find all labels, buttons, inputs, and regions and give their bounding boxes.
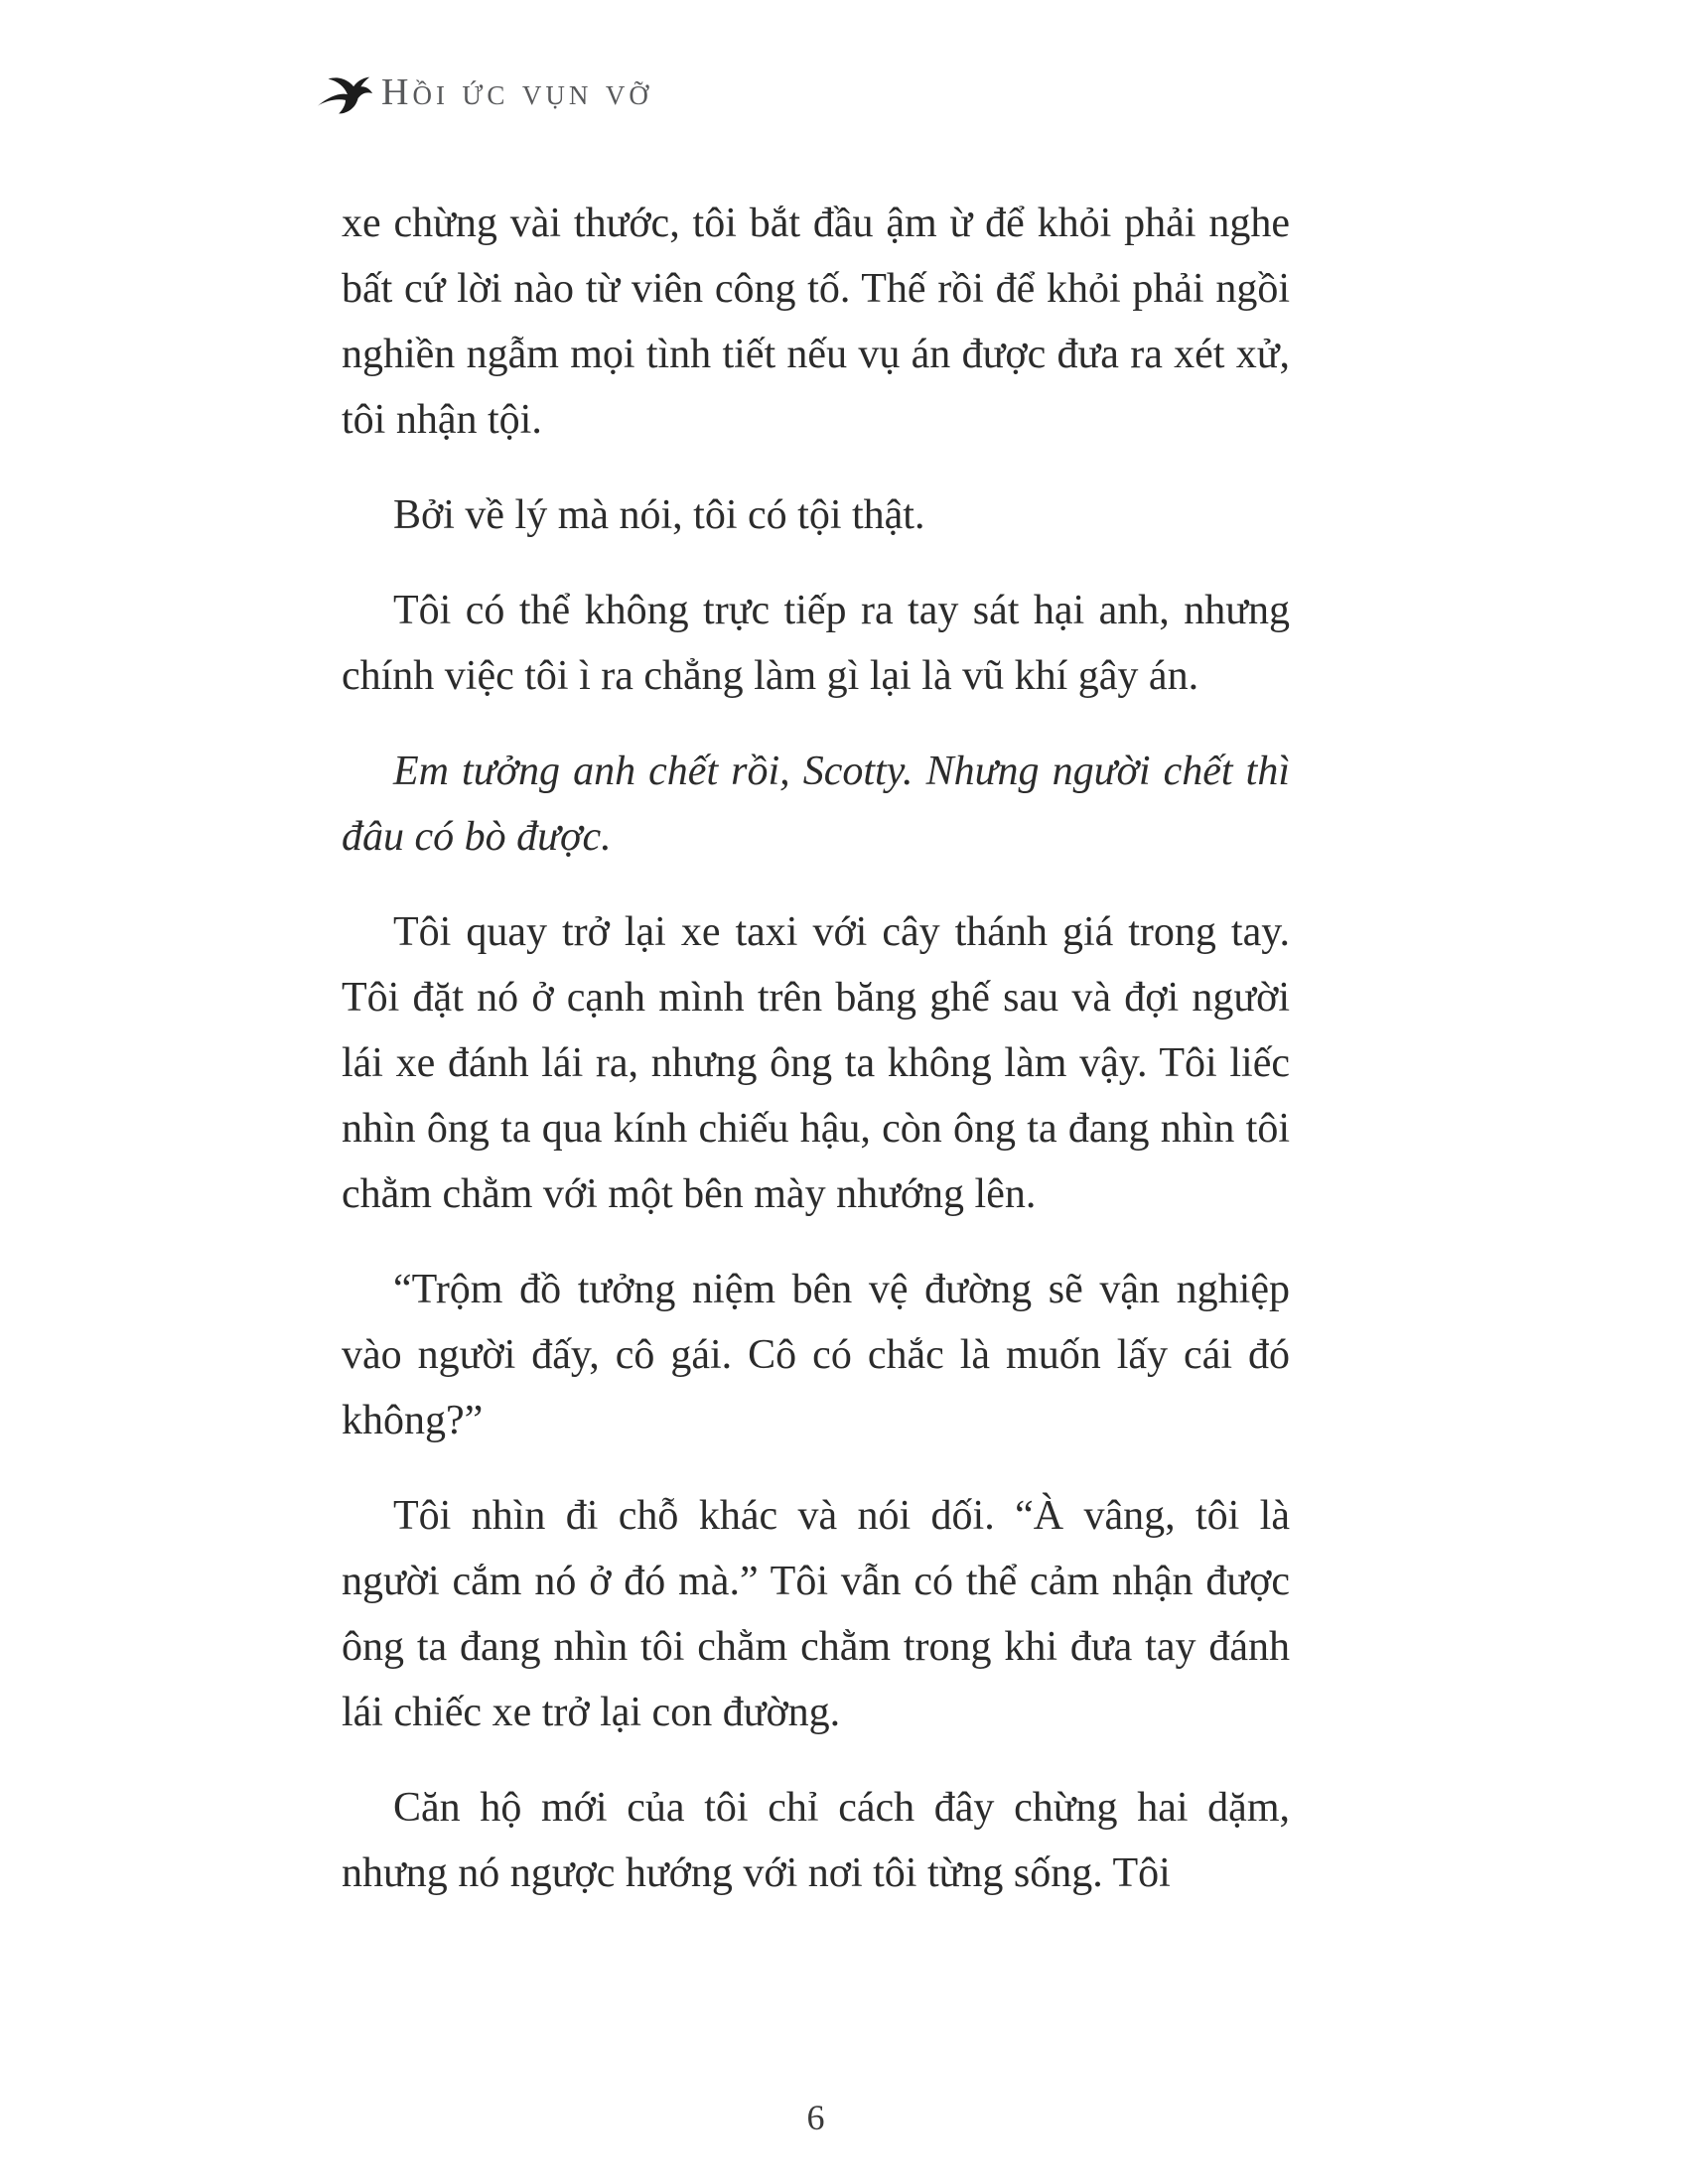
paragraph-italic: Em tưởng anh chết rồi, Scotty. Nhưng người chết thì đâu có bò được.: [342, 749, 1290, 860]
paragraph: xe chừng vài thước, tôi bắt đầu ậm ừ để khỏi phải nghe bất cứ lời nào từ viên công tố. Thế rồi để khỏi phải ngồi nghiền ngẫm mọi tình tiết nếu vụ án được đưa ra xét xử, tôi nhận tội.: [342, 201, 1290, 443]
page-number: 6: [806, 2098, 825, 2137]
running-header: [314, 66, 652, 115]
paragraph: Tôi có thể không trực tiếp ra tay sát hại anh, nhưng chính việc tôi ì ra chẳng làm gì lại là vũ khí gây án.: [342, 588, 1290, 699]
paragraph: Căn hộ mới của tôi chỉ cách đây chừng hai dặm, nhưng nó ngược hướng với nơi tôi từng sống. Tôi: [342, 1785, 1290, 1896]
paragraph: Tôi quay trở lại xe taxi với cây thánh giá trong tay. Tôi đặt nó ở cạnh mình trên băng ghế sau và đợi người lái xe đánh lái ra, nhưng ông ta không làm vậy. Tôi liếc nhìn ông ta qua kính chiếu hậu, còn ông ta đang nhìn tôi chằm chằm với một bên mày nhướng lên.: [342, 909, 1290, 1217]
paragraph: Bởi về lý mà nói, tôi có tội thật.: [393, 492, 925, 538]
paragraph: “Trộm đồ tưởng niệm bên vệ đường sẽ vận nghiệp vào người đấy, cô gái. Cô có chắc là muốn lấy cái đó không?”: [342, 1267, 1290, 1443]
body-text: [342, 191, 1290, 1936]
bird-icon: [314, 71, 375, 121]
book-title: Hồi ức vụn vỡ: [381, 71, 652, 113]
paragraph: Tôi nhìn đi chỗ khác và nói dối. “À vâng, tôi là người cắm nó ở đó mà.” Tôi vẫn có thể cảm nhận được ông ta đang nhìn tôi chằm chằm trong khi đưa tay đánh lái chiếc xe trở lại con đường.: [342, 1493, 1290, 1735]
